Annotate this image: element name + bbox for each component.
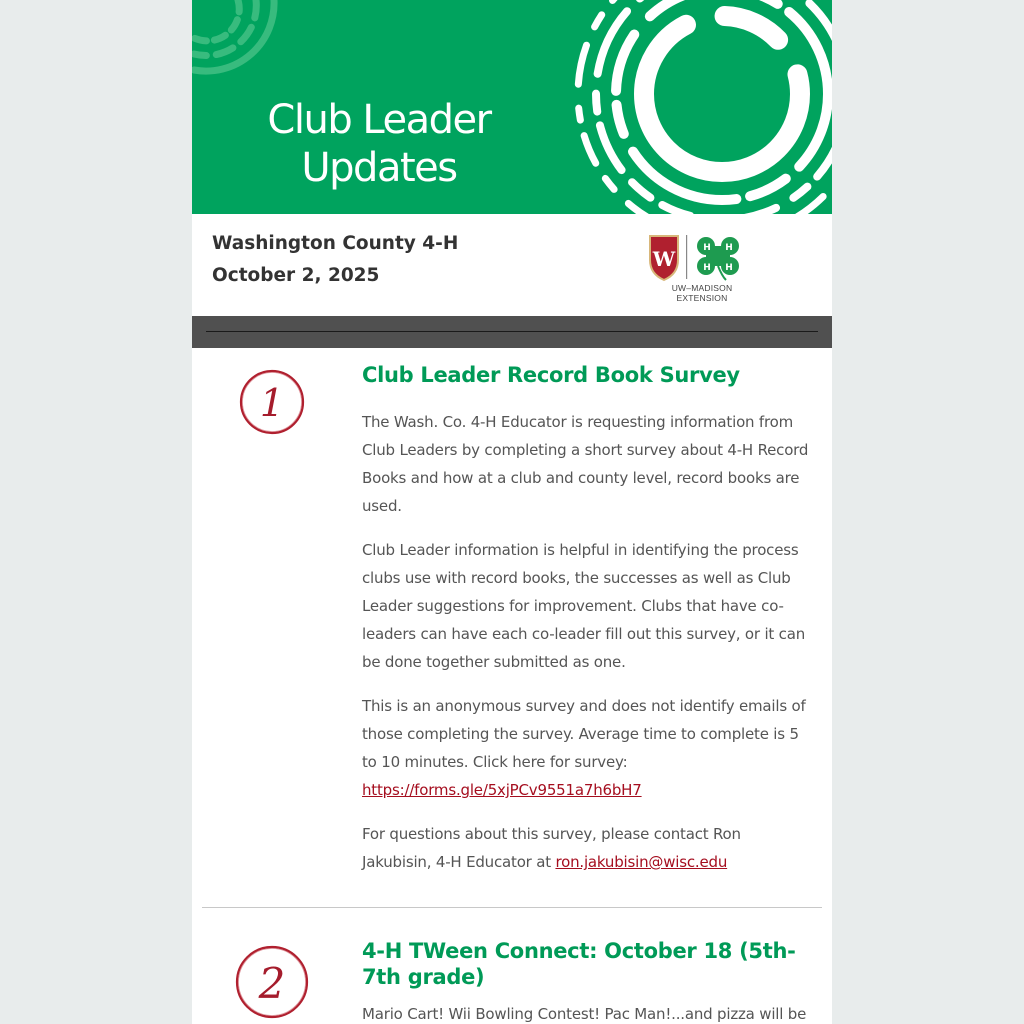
divider-rule bbox=[206, 331, 818, 332]
section-1-contact bbox=[362, 820, 814, 876]
section-1-title: Club Leader Record Book Survey bbox=[362, 363, 740, 387]
section-2-body bbox=[362, 1000, 814, 1024]
header-info bbox=[212, 228, 458, 292]
section-2-paragraph: Mario Cart! Wii Bowling Contest! Pac Man!...and pizza will be bbox=[362, 1005, 807, 1023]
number-badge-1 bbox=[238, 368, 306, 436]
contact-email-link[interactable]: ron.jakubisin@wisc.edu bbox=[555, 853, 728, 871]
survey-link[interactable]: https://forms.gle/5xjPCv9551a7h6bH7 bbox=[362, 781, 642, 799]
section-1-body bbox=[362, 408, 814, 892]
svg-text:H: H bbox=[703, 263, 711, 273]
banner-title-line2: Updates bbox=[301, 145, 457, 191]
section-1-paragraph: The Wash. Co. 4-H Educator is requesting information from Club Leaders by completing a short survey about 4-H Record Books and how at a club and county level, record books are used. bbox=[362, 413, 809, 515]
header-banner bbox=[192, 0, 832, 214]
banner-title-line1: Club Leader bbox=[267, 97, 491, 143]
svg-text:H: H bbox=[725, 243, 733, 253]
newsletter-page bbox=[192, 0, 832, 1024]
section-1-paragraph bbox=[362, 692, 814, 804]
issue-date: October 2, 2025 bbox=[212, 265, 380, 286]
org-name: Washington County 4-H bbox=[212, 233, 459, 254]
survey-text: This is an anonymous survey and does not identify emails of those completing the survey. Average time to complete is 5 to 10 minutes. Click here for survey: bbox=[362, 697, 806, 771]
section-separator bbox=[202, 907, 822, 908]
badge-number-1: 1 bbox=[259, 381, 285, 425]
svg-text:H: H bbox=[725, 263, 733, 273]
section-divider-bar bbox=[192, 316, 832, 348]
svg-text:W: W bbox=[652, 247, 676, 271]
section-1-paragraph: Club Leader information is helpful in identifying the process clubs use with record books, the successes as well as Club Leader suggestions for improvement. Clubs that have co-leaders can have each co-leader fill out this survey, or it can be done together submitted as one. bbox=[362, 541, 806, 671]
number-badge-2 bbox=[234, 944, 310, 1020]
banner-title bbox=[246, 96, 512, 192]
contact-text: For questions about this survey, please contact Ron Jakubisin, 4-H Educator at bbox=[362, 825, 741, 871]
svg-text:H: H bbox=[703, 243, 711, 253]
section-2-title: 4-H TWeen Connect: October 18 (5th-7th grade) bbox=[362, 939, 796, 989]
logo-caption: UW–MADISON EXTENSION bbox=[671, 283, 733, 303]
badge-number-2: 2 bbox=[258, 959, 286, 1008]
logo-graphic bbox=[646, 232, 752, 282]
uw-extension-logo bbox=[646, 232, 752, 303]
